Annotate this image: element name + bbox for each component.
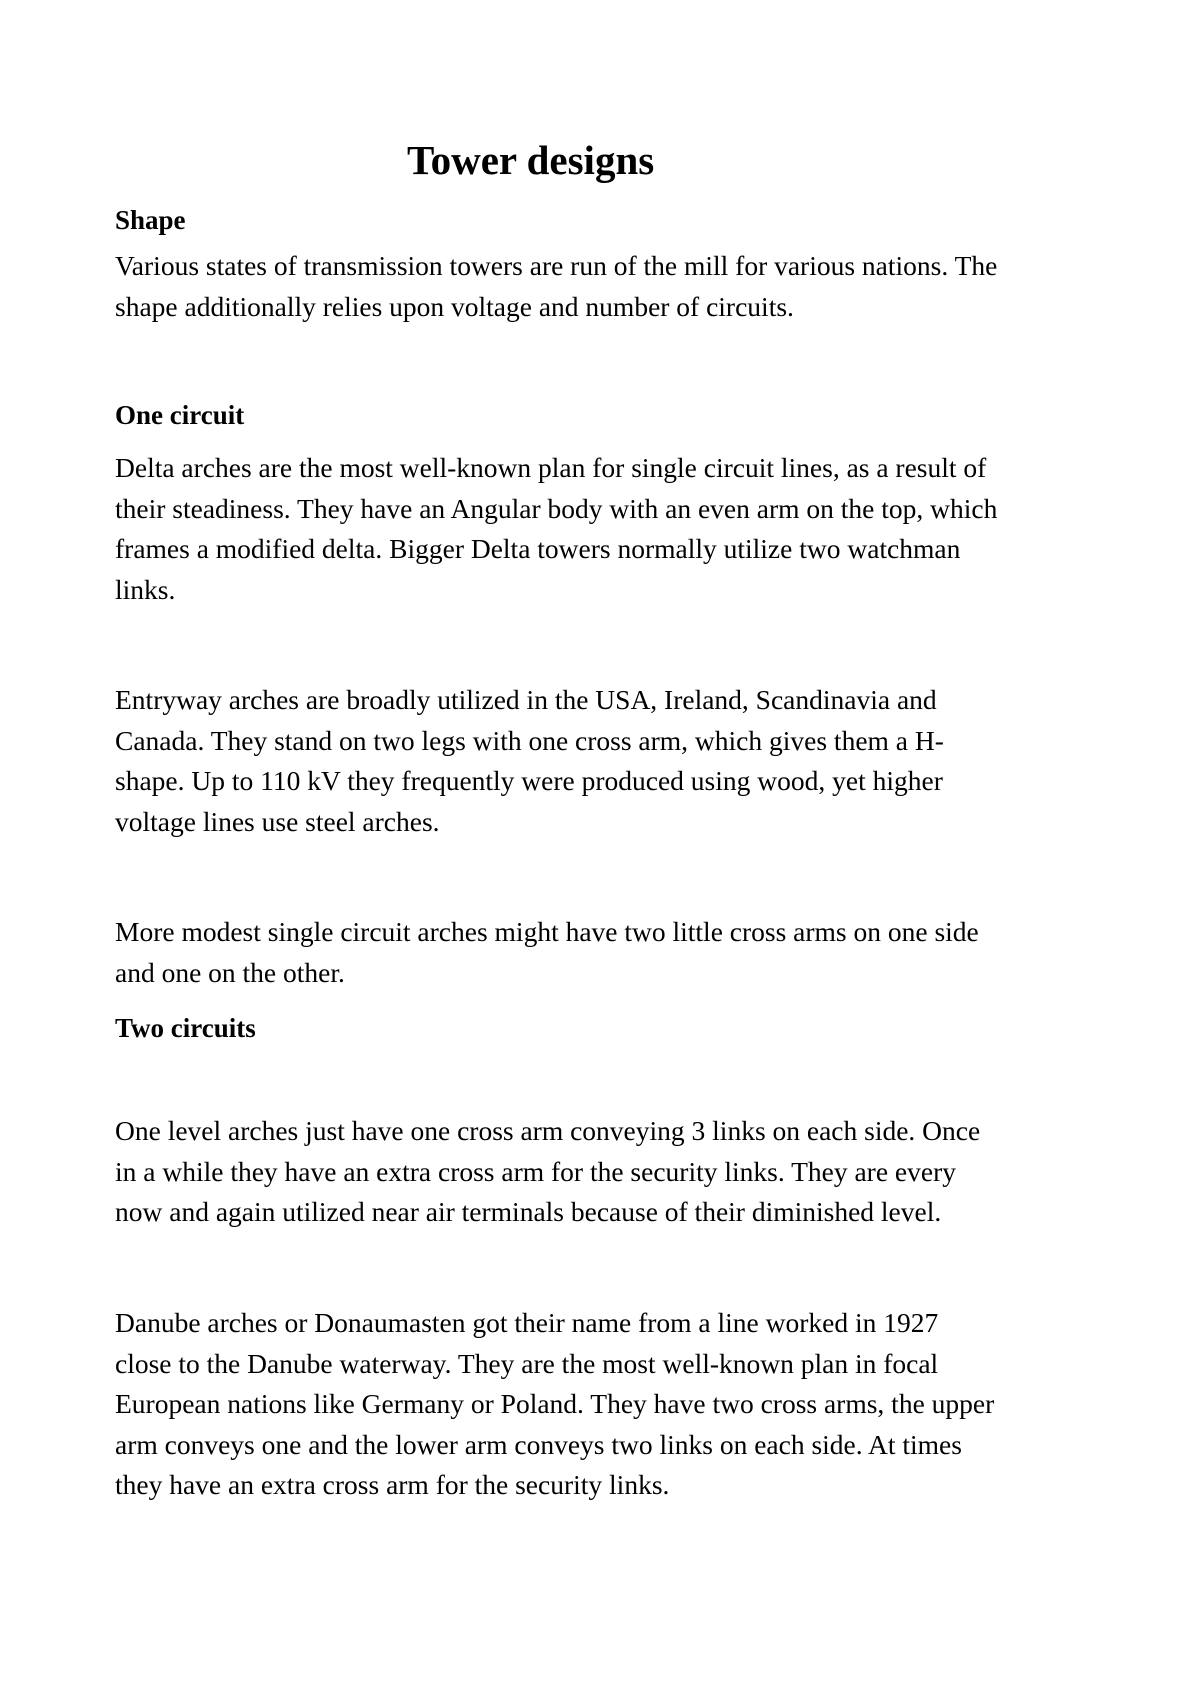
paragraph-one-level-arches (115, 1111, 1115, 1233)
paragraph-line: arm conveys one and the lower arm conveys two links on each side. At times (115, 1428, 962, 1460)
page-title: Tower designs (407, 137, 655, 183)
paragraph-line: Entryway arches are broadly utilized in the USA, Ireland, Scandinavia and (115, 684, 937, 715)
paragraph-line: Canada. They stand on two legs with one cross arm, which gives them a H- (115, 724, 944, 756)
paragraph-line: One level arches just have one cross arm conveying 3 links on each side. Once (115, 1115, 981, 1146)
paragraph-line: More modest single circuit arches might have two little cross arms on one side (115, 916, 979, 947)
paragraph-line: in a while they have an extra cross arm for the security links. They are every (115, 1155, 956, 1187)
paragraph-line: shape additionally relies upon voltage and number of circuits. (115, 290, 794, 322)
paragraph-line: now and again utilized near air terminals because of their diminished level. (115, 1196, 942, 1227)
paragraph-line: their steadiness. They have an Angular body with an even arm on the top, which (115, 492, 998, 524)
paragraph-line: European nations like Germany or Poland. They have two cross arms, the upper (115, 1388, 995, 1419)
paragraph-shape (115, 246, 1115, 327)
paragraph-line: Delta arches are the most well-known plan for single circuit lines, as a result of (115, 452, 987, 483)
section-heading-shape: Shape (115, 205, 186, 235)
paragraph-modest-arches (115, 912, 1115, 993)
paragraph-line: they have an extra cross arm for the security links. (115, 1469, 670, 1500)
paragraph-line: links. (115, 573, 176, 605)
paragraph-line: frames a modified delta. Bigger Delta towers normally utilize two watchman (115, 533, 961, 564)
section-heading-one-circuit: One circuit (115, 400, 245, 430)
paragraph-delta-arches (115, 448, 1115, 610)
paragraph-line: and one on the other. (115, 956, 345, 988)
section-heading-two-circuits: Two circuits (115, 1013, 256, 1043)
paragraph-line: close to the Danube waterway. They are the most well-known plan in focal (115, 1347, 939, 1379)
paragraph-line: shape. Up to 110 kV they frequently were produced using wood, yet higher (115, 765, 943, 796)
paragraph-line: voltage lines use steel arches. (115, 805, 440, 837)
paragraph-danube-arches (115, 1303, 1115, 1506)
paragraph-entryway-arches (115, 680, 1115, 842)
paragraph-line: Danube arches or Donaumasten got their name from a line worked in 1927 (115, 1307, 939, 1338)
paragraph-line: Various states of transmission towers are run of the mill for various nations. The (115, 250, 998, 281)
